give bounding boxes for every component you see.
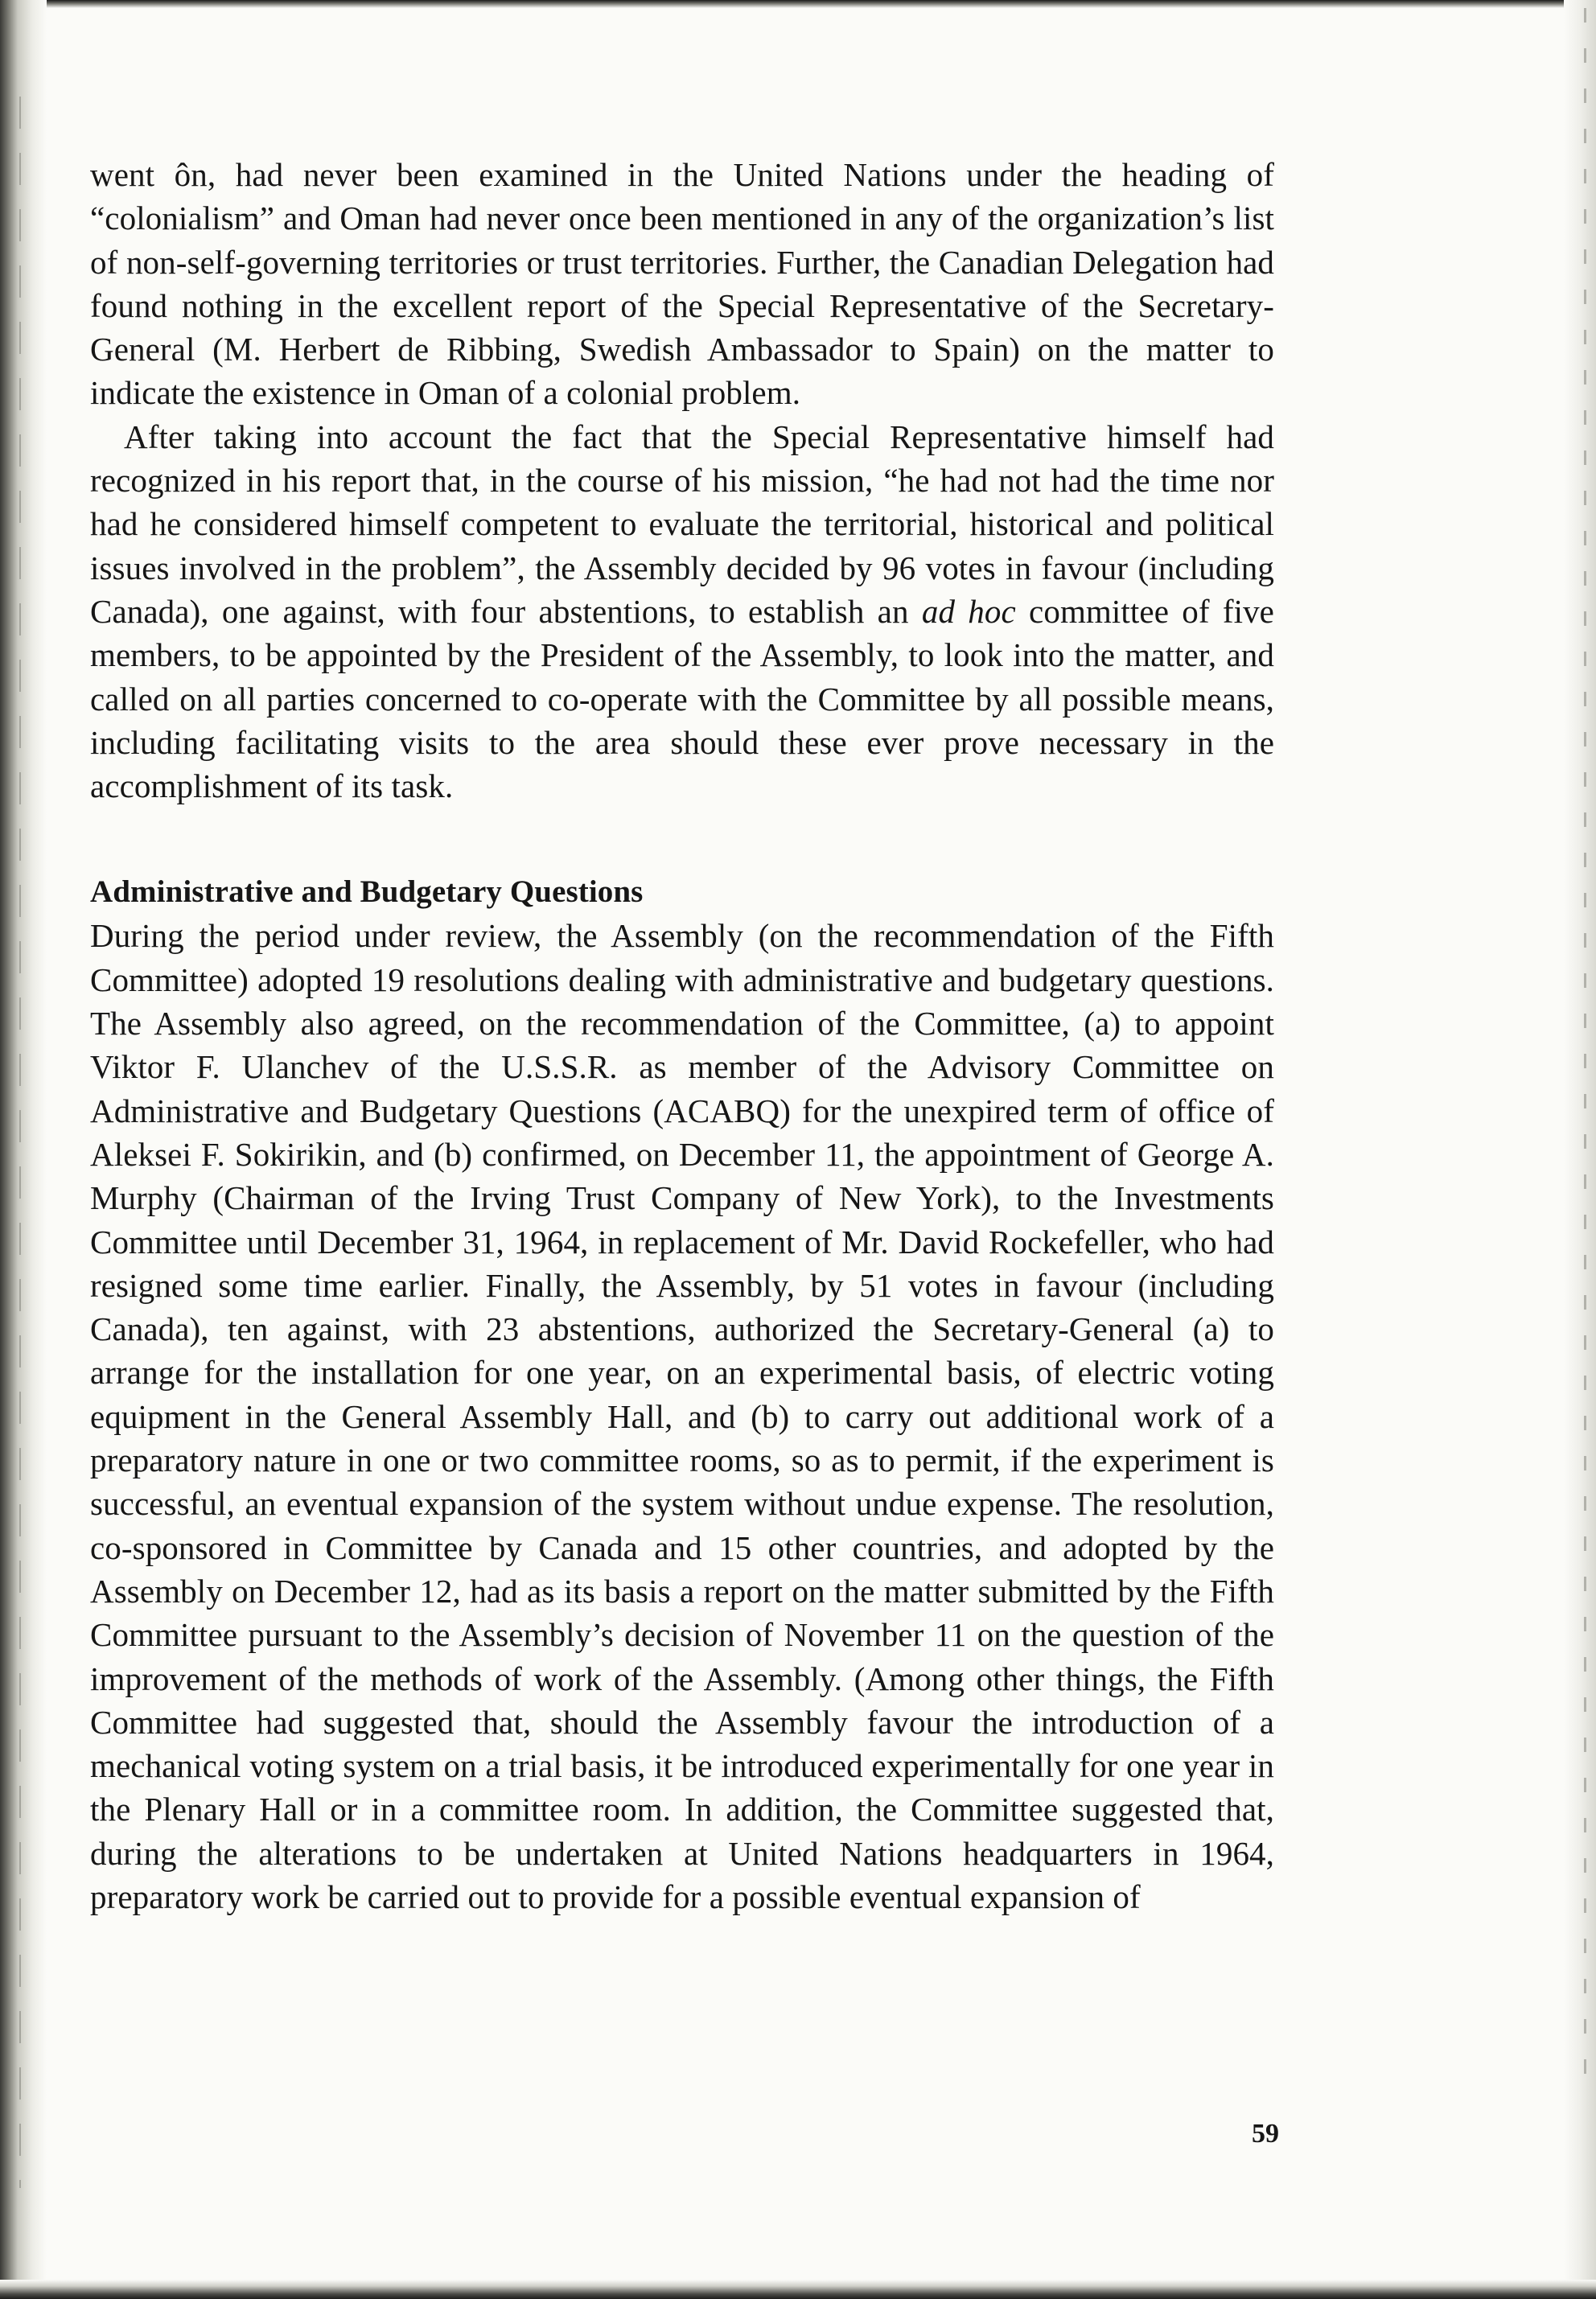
- paragraph-ad-hoc-committee: [90, 415, 1274, 808]
- ad-hoc-italic: ad hoc: [921, 592, 1016, 630]
- scan-noise-right: [1584, 8, 1586, 2100]
- page-number: 59: [1252, 2119, 1279, 2149]
- paragraph-ad-hoc-part1: After taking into account the fact that the Special Representative himself had recognized in his report that, in the course of his mission, “he had not had the time nor had he considered himself competent to evaluate the territorial, historical and political issues involved in the problem”, the Assembly decided by 96 votes in favour (including Canada), one against, with four abstentions, to establish an: [90, 417, 1274, 630]
- paragraph-ad-hoc-part2: committee of five members, to be appointed by the President of the Assembly, to look into the matter, and called on all parties concerned to co-operate with the Committee by all possible means, including facilitating visits to the area should these ever prove necessary in the accomplishment of its task.: [90, 592, 1274, 805]
- scan-edge-left: [0, 0, 47, 2299]
- binding-shadow: [19, 97, 21, 2188]
- page-body: [90, 153, 1274, 1919]
- scan-edge-top: [0, 0, 1596, 8]
- section-heading-administrative-budgetary: Administrative and Budgetary Questions: [90, 874, 644, 910]
- paragraph-administrative-budgetary: During the period under review, the Assembly (on the recommendation of the Fifth Committee) adopted 19 resolutions dealing with administrative and budgetary questions. The Assembly also agreed, on the recommendation of the Committee, (a) to appoint Viktor F. Ulanchev of the U.S.S.R. as member of the Advisory Committee on Administrative and Budgetary Questions (ACABQ) for the unexpired term of office of Aleksei F. Sokirikin, and (b) confirmed, on December 11, the appointment of George A. Murphy (Chairman of the Irving Trust Company of New York), to the Investments Committee until December 31, 1964, in replacement of Mr. David Rockefeller, who had resigned some time earlier. Finally, the Assembly, by 51 votes in favour (including Canada), ten against, with 23 abstentions, authorized the Secretary-General (a) to arrange for the installation for one year, on an experimental basis, of electric voting equipment in the General Assembly Hall, and (b) to carry out additional work of a preparatory nature in one or two committee rooms, so as to permit, if the experiment is successful, an eventual expansion of the system without undue expense. The resolution, co-sponsored in Committee by Canada and 15 other countries, and adopted by the Assembly on December 12, had as its basis a report on the matter submitted by the Fifth Committee pursuant to the Assembly’s decision of November 11 on the question of the improvement of the methods of work of the Assembly. (Among other things, the Fifth Committee had suggested that, should the Assembly favour the introduction of a mechanical voting system on a trial basis, it be introduced experimentally for one year in the Plenary Hall or in a committee room. In addition, the Committee suggested that, during the alterations to be undertaken at United Nations headquarters in 1964, preparatory work be carried out to provide for a possible eventual expansion of: [90, 917, 1274, 1915]
- scan-edge-bottom: [0, 2280, 1596, 2299]
- scan-edge-right: [1564, 0, 1596, 2299]
- paragraph-oman-continued: went ôn, had never been examined in the United Nations under the heading of “colonialism” and Oman had never once been mentioned in any of the organization’s list of non-self-governing territories or trust territories. Further, the Canadian Delegation had found nothing in the excellent report of the Special Representative of the Secretary-General (M. Herbert de Ribbing, Swedish Ambassador to Spain) on the matter to indicate the existence in Oman of a colonial problem.: [90, 156, 1274, 412]
